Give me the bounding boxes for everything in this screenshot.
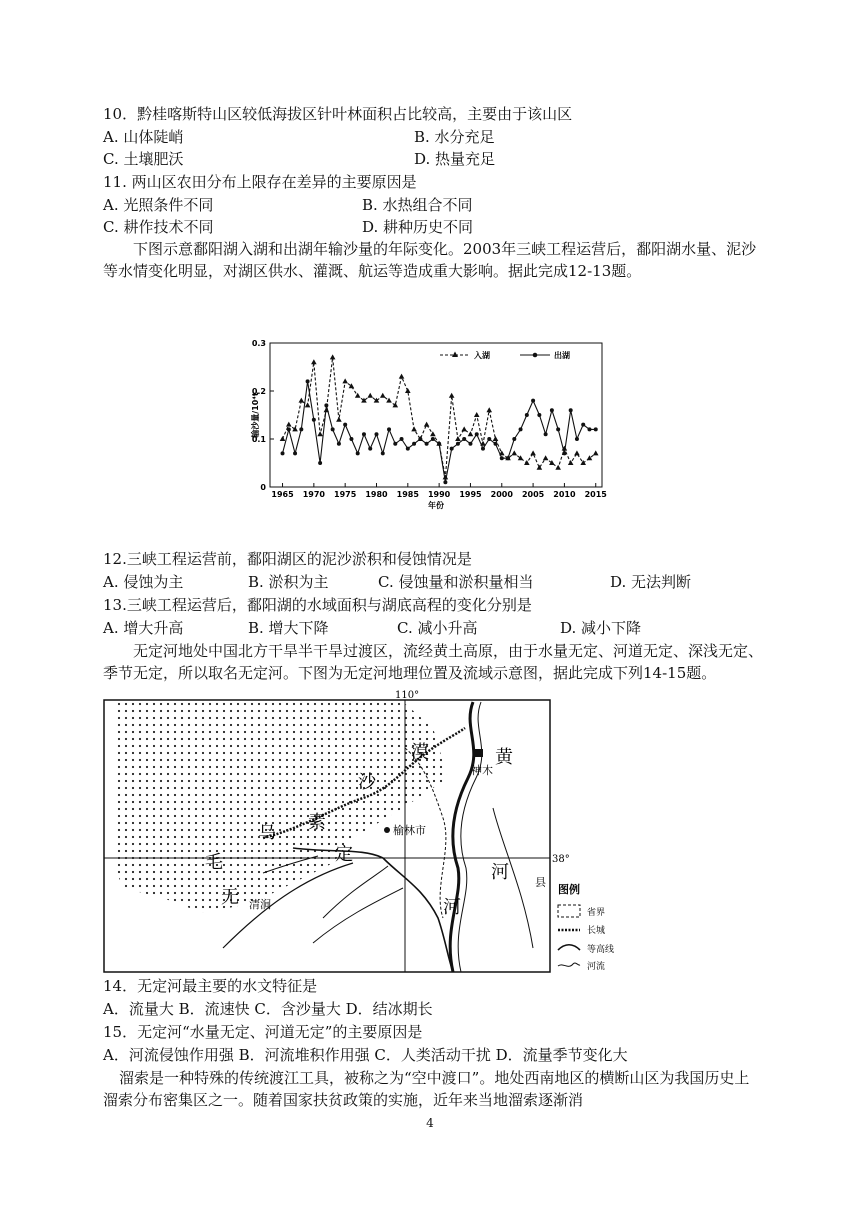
q11-option-b: B. 水热组合不同 (362, 196, 473, 214)
char-sha: 沙 (358, 772, 376, 793)
char-wu2: 无 (221, 887, 239, 908)
q13-option-c: C. 减小升高 (397, 619, 478, 637)
char-ding: 定 (335, 844, 353, 865)
outflow-point (443, 480, 447, 484)
x-tick-label: 2015 (584, 490, 607, 499)
outflow-point (337, 442, 341, 446)
char-mo: 毛 (205, 852, 223, 873)
q10-option-c: C. 土壤肥沃 (103, 150, 184, 168)
page-number: 4 (426, 1116, 434, 1130)
q11-option-a: A. 光照条件不同 (103, 196, 214, 214)
outflow-point (481, 447, 485, 451)
series-line-outflow (283, 381, 596, 482)
q12-option-c: C. 侵蚀量和淤积量相当 (378, 573, 534, 591)
legend-province-symbol (558, 905, 580, 917)
outflow-point (306, 379, 310, 383)
inflow-point (524, 460, 530, 465)
q10-option-a: A. 山体陡峭 (103, 128, 184, 146)
inflow-point (374, 398, 380, 403)
y-axis-label: 输沙量/10⁴t (251, 392, 260, 438)
outflow-point (356, 451, 360, 455)
outflow-point (500, 456, 504, 460)
outflow-point (368, 447, 372, 451)
inflow-point (549, 460, 555, 465)
q13-option-a: A. 增大升高 (103, 619, 184, 637)
y-tick-label: 0.2 (251, 387, 266, 396)
x-tick-label: 1970 (302, 490, 325, 499)
q10-option-d: D. 热量充足 (414, 150, 496, 168)
outflow-point (331, 427, 335, 431)
outflow-point (550, 408, 554, 412)
inflow-point (367, 393, 373, 398)
outflow-point (381, 451, 385, 455)
outflow-point (562, 451, 566, 455)
outflow-point (431, 437, 435, 441)
outflow-point (418, 437, 422, 441)
outflow-point (487, 437, 491, 441)
inflow-point (305, 402, 311, 407)
outflow-point (531, 399, 535, 403)
q14-stem: 14．无定河最主要的水文特征是 (103, 977, 318, 995)
outflow-point (324, 403, 328, 407)
inflow-point (587, 455, 593, 460)
inflow-point (512, 450, 518, 455)
inflow-point (543, 455, 549, 460)
inflow-point (299, 398, 305, 403)
char-wu: 乌 (258, 822, 276, 843)
intro-14-15: 无定河地处中国北方干旱半干旱过渡区，流经黄土高原，由于水量无定、河道无定、深浅无定、季节无定，所以取名无定河。下图为无定河地理位置及流域示意图，据此完成下列14-15题。 (103, 642, 764, 682)
char-han: 漠 (411, 742, 429, 763)
inflow-point (461, 426, 467, 431)
outflow-point (575, 437, 579, 441)
legend-outflow-label: 出湖 (554, 351, 570, 360)
inflow-point (399, 374, 405, 379)
q12-stem: 12.三峡工程运营前，鄱阳湖区的泥沙淤积和侵蚀情况是 (103, 550, 472, 568)
inflow-point (411, 426, 417, 431)
x-tick-label: 1980 (365, 490, 388, 499)
outflow-point (318, 461, 322, 465)
inflow-point (380, 393, 386, 398)
x-tick-label: 2000 (490, 490, 513, 499)
shenmu-label: 神木 (471, 764, 493, 777)
q11-option-c: C. 耕作技术不同 (103, 218, 214, 236)
inflow-point (443, 474, 449, 479)
outflow-point (544, 432, 548, 436)
yulin-marker (384, 827, 390, 833)
x-tick-label: 2010 (553, 490, 576, 499)
outflow-point (587, 427, 591, 431)
inflow-point (392, 402, 398, 407)
legend-inflow-marker (452, 352, 458, 358)
y-tick-label: 0.1 (251, 435, 266, 444)
inflow-point (317, 431, 323, 436)
legend-outflow-marker (533, 353, 538, 358)
outflow-point (343, 423, 347, 427)
inflow-point (555, 465, 561, 470)
outflow-point (349, 437, 353, 441)
inflow-point (361, 398, 367, 403)
yulin-label: 榆林市 (393, 824, 426, 837)
outflow-point (287, 427, 291, 431)
legend-title: 图例 (558, 883, 580, 896)
x-tick-label: 1975 (334, 490, 357, 499)
q11-stem: 11. 两山区农田分布上限存在差异的主要原因是 (103, 173, 417, 191)
char-he2: 河 (491, 862, 509, 883)
legend-contour: 等高线 (587, 945, 615, 955)
q11-option-d: D. 耕种历史不同 (362, 218, 474, 236)
inflow-point (292, 426, 298, 431)
outflow-point (512, 437, 516, 441)
inflow-point (280, 436, 286, 441)
intro-16: 溜索是一种特殊的传统渡江工具，被称之为“空中渡口”。地处西南地区的横断山区为我国历史上溜索分布密集区之一。随着国家扶贫政策的实施，近年来当地溜索逐渐消 (103, 1069, 750, 1109)
inflow-point (468, 431, 474, 436)
q10-stem: 10．黔桂喀斯特山区较低海拔区针叶林面积占比较高，主要由于该山区 (103, 105, 573, 123)
outflow-point (475, 432, 479, 436)
outflow-point (594, 427, 598, 431)
inflow-point (493, 436, 499, 441)
outflow-point (456, 442, 460, 446)
legend-river: 河流 (587, 962, 606, 972)
x-axis-label: 年份 (428, 501, 444, 510)
outflow-point (494, 442, 498, 446)
y-tick-label: 0.3 (251, 339, 266, 348)
char-su: 素 (308, 812, 326, 833)
outflow-point (374, 432, 378, 436)
inflow-point (474, 412, 480, 417)
outflow-point (387, 427, 391, 431)
x-tick-label: 1965 (271, 490, 294, 499)
q14-options: A．流量大 B．流速快 C．含沙量大 D．结冰期长 (103, 1000, 433, 1018)
outflow-point (556, 427, 560, 431)
inflow-point (593, 450, 599, 455)
q13-option-d: D. 减小下降 (560, 619, 642, 637)
outflow-point (281, 451, 285, 455)
q13-stem: 13.三峡工程运营后，鄱阳湖的水域面积与湖底高程的变化分别是 (103, 596, 532, 614)
intro-12-13: 下图示意鄱阳湖入湖和出湖年输沙量的年际变化。2003年三峡工程运营后，鄱阳湖水量、泥沙等水情变化明显，对湖区供水、灌溉、航运等造成重大影响。据此完成12-13题。 (103, 240, 757, 280)
outflow-point (293, 451, 297, 455)
outflow-point (468, 442, 472, 446)
inflow-point (530, 450, 536, 455)
outflow-point (519, 427, 523, 431)
y-tick-label: 0 (260, 483, 266, 492)
sediment-chart (250, 335, 610, 515)
wuding-river-map (103, 688, 618, 973)
legend-province: 省界 (587, 908, 606, 918)
x-tick-label: 1985 (396, 490, 419, 499)
inflow-point (286, 422, 292, 427)
outflow-point (581, 423, 585, 427)
x-tick-label: 2005 (521, 490, 545, 499)
legend-inflow-label: 入湖 (474, 351, 490, 360)
plot-frame (270, 343, 602, 487)
char-huang: 黄 (495, 747, 513, 768)
x-tick-label: 1990 (427, 490, 451, 499)
outflow-point (437, 442, 441, 446)
q12-option-b: B. 淤积为主 (248, 573, 329, 591)
outflow-point (406, 447, 410, 451)
qingjian-label: 清涧 (249, 898, 271, 911)
inflow-point (574, 450, 580, 455)
inflow-point (449, 393, 455, 398)
legend-wall: 长城 (587, 926, 606, 936)
outflow-point (450, 447, 454, 451)
outflow-point (400, 437, 404, 441)
q10-option-b: B. 水分充足 (414, 128, 495, 146)
x-tick-label: 1995 (459, 490, 482, 499)
inflow-point (424, 422, 430, 427)
outflow-point (412, 442, 416, 446)
q15-options: A．河流侵蚀作用强 B．河流堆积作用强 C．人类活动干扰 D．流量季节变化大 (103, 1046, 628, 1064)
inflow-point (349, 383, 355, 388)
outflow-point (569, 408, 573, 412)
inflow-point (518, 455, 524, 460)
q15-stem: 15．无定河“水量无定、河道无定”的主要原因是 (103, 1023, 423, 1041)
legend-contour-symbol (558, 945, 580, 950)
inflow-point (336, 417, 342, 422)
outflow-point (393, 442, 397, 446)
outflow-point (462, 437, 466, 441)
inflow-point (386, 398, 392, 403)
q13-option-b: B. 增大下降 (248, 619, 329, 637)
inflow-point (342, 378, 348, 383)
q12-option-d: D. 无法判断 (610, 573, 692, 591)
outflow-point (506, 456, 510, 460)
outflow-point (537, 413, 541, 417)
latitude-label: 38° (552, 854, 570, 865)
outflow-point (425, 442, 429, 446)
inflow-point (486, 407, 492, 412)
outflow-point (312, 418, 316, 422)
outflow-point (299, 427, 303, 431)
char-he: 河 (443, 897, 461, 918)
outflow-point (525, 413, 529, 417)
inflow-point (330, 354, 336, 359)
longitude-label: 110° (395, 690, 420, 701)
county-label: 县 (535, 876, 546, 889)
q12-option-a: A. 侵蚀为主 (103, 573, 184, 591)
inflow-point (311, 359, 317, 364)
outflow-point (362, 432, 366, 436)
shenmu-marker (475, 749, 483, 757)
inflow-point (405, 388, 411, 393)
legend-river-symbol (558, 963, 580, 966)
